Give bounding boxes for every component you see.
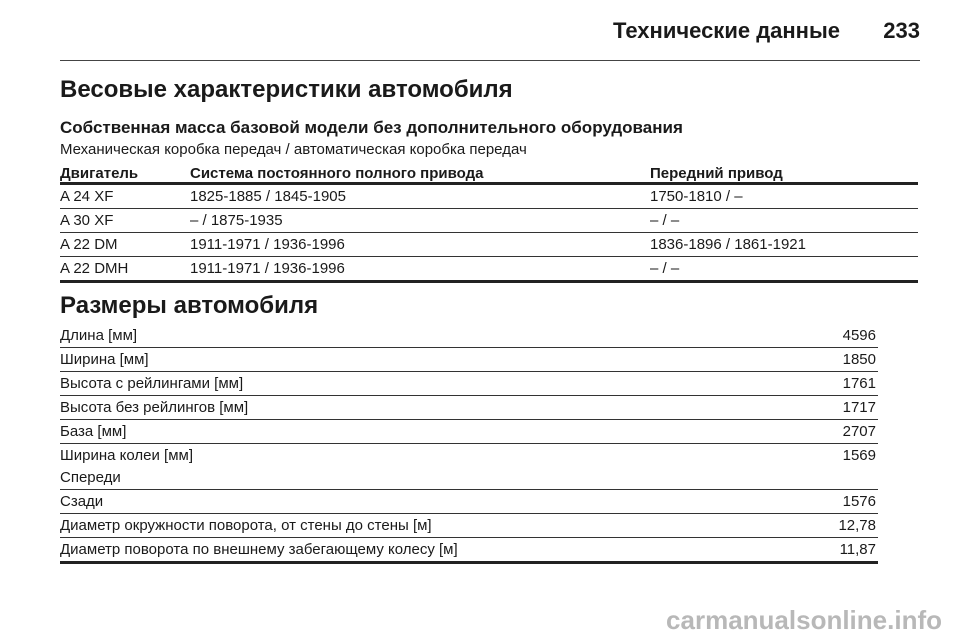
dimension-label: База [мм] bbox=[60, 423, 127, 440]
table-row bbox=[60, 348, 878, 372]
engine-cell: A 30 XF bbox=[60, 212, 114, 229]
engine-cell: A 22 DM bbox=[60, 236, 118, 253]
dimension-label: Длина [мм] bbox=[60, 327, 138, 344]
dimension-value: 1717 bbox=[842, 399, 876, 416]
fwd-cell: 1836-1896 / 1861-1921 bbox=[650, 236, 806, 253]
table-row bbox=[60, 444, 878, 490]
table-row bbox=[60, 538, 878, 564]
table-row bbox=[60, 185, 918, 209]
table-row bbox=[60, 324, 878, 348]
watermark: carmanualsonline.info bbox=[666, 605, 942, 635]
awd-cell: 1911-1971 / 1936-1996 bbox=[190, 236, 345, 253]
dimension-value: 1761 bbox=[842, 375, 876, 392]
engine-cell: A 24 XF bbox=[60, 188, 114, 205]
dimension-value: 12,78 bbox=[838, 517, 876, 534]
weights-table-header bbox=[60, 162, 918, 185]
table-row bbox=[60, 420, 878, 444]
header-divider bbox=[60, 60, 920, 61]
awd-cell: 1825-1885 / 1845-1905 bbox=[190, 188, 346, 205]
dimension-value: 1569 bbox=[842, 447, 876, 464]
fwd-cell: – / – bbox=[650, 260, 680, 277]
fwd-cell: 1750-1810 / – bbox=[650, 188, 743, 205]
dimension-value: 1576 bbox=[842, 493, 876, 510]
engine-cell: A 22 DMH bbox=[60, 260, 129, 277]
table-row bbox=[60, 372, 878, 396]
page-number: 233 bbox=[883, 18, 920, 43]
dimensions-heading: Размеры автомобиля bbox=[60, 292, 319, 319]
weights-table bbox=[60, 162, 918, 283]
table-row bbox=[60, 490, 878, 514]
weights-subheading: Собственная масса базовой модели без дополнительного оборудования bbox=[60, 118, 683, 137]
awd-cell: 1911-1971 / 1936-1996 bbox=[190, 260, 345, 277]
dimension-value: 2707 bbox=[842, 423, 876, 440]
table-row bbox=[60, 514, 878, 538]
dimension-label: Диаметр окружности поворота, от стены до стены [м] bbox=[60, 517, 432, 534]
page-header bbox=[60, 16, 920, 56]
section-title: Технические данные bbox=[613, 18, 840, 43]
dimensions-table bbox=[60, 324, 878, 564]
table-row bbox=[60, 257, 918, 283]
column-header-fwd: Передний привод bbox=[650, 165, 783, 182]
awd-cell: – / 1875-1935 bbox=[190, 212, 283, 229]
dimension-label: Высота без рейлингов [мм] bbox=[60, 399, 249, 416]
dimension-value: 4596 bbox=[842, 327, 876, 344]
table-row bbox=[60, 233, 918, 257]
table-row bbox=[60, 396, 878, 420]
dimension-sublabel: Спереди bbox=[60, 469, 121, 486]
weights-heading: Весовые характеристики автомобиля bbox=[60, 76, 513, 103]
weights-note: Механическая коробка передач / автоматическая коробка передач bbox=[60, 141, 527, 158]
dimension-label: Ширина колеи [мм] bbox=[60, 447, 193, 464]
dimension-value: 11,87 bbox=[839, 541, 876, 558]
dimension-label: Диаметр поворота по внешнему забегающему колесу [м] bbox=[60, 541, 458, 558]
table-row bbox=[60, 209, 918, 233]
dimension-label: Высота с рейлингами [мм] bbox=[60, 375, 244, 392]
fwd-cell: – / – bbox=[650, 212, 680, 229]
column-header-awd: Система постоянного полного привода bbox=[190, 165, 484, 182]
dimension-label: Ширина [мм] bbox=[60, 351, 149, 368]
dimension-value: 1850 bbox=[842, 351, 876, 368]
column-header-engine: Двигатель bbox=[60, 165, 139, 182]
dimension-label: Сзади bbox=[60, 493, 104, 510]
